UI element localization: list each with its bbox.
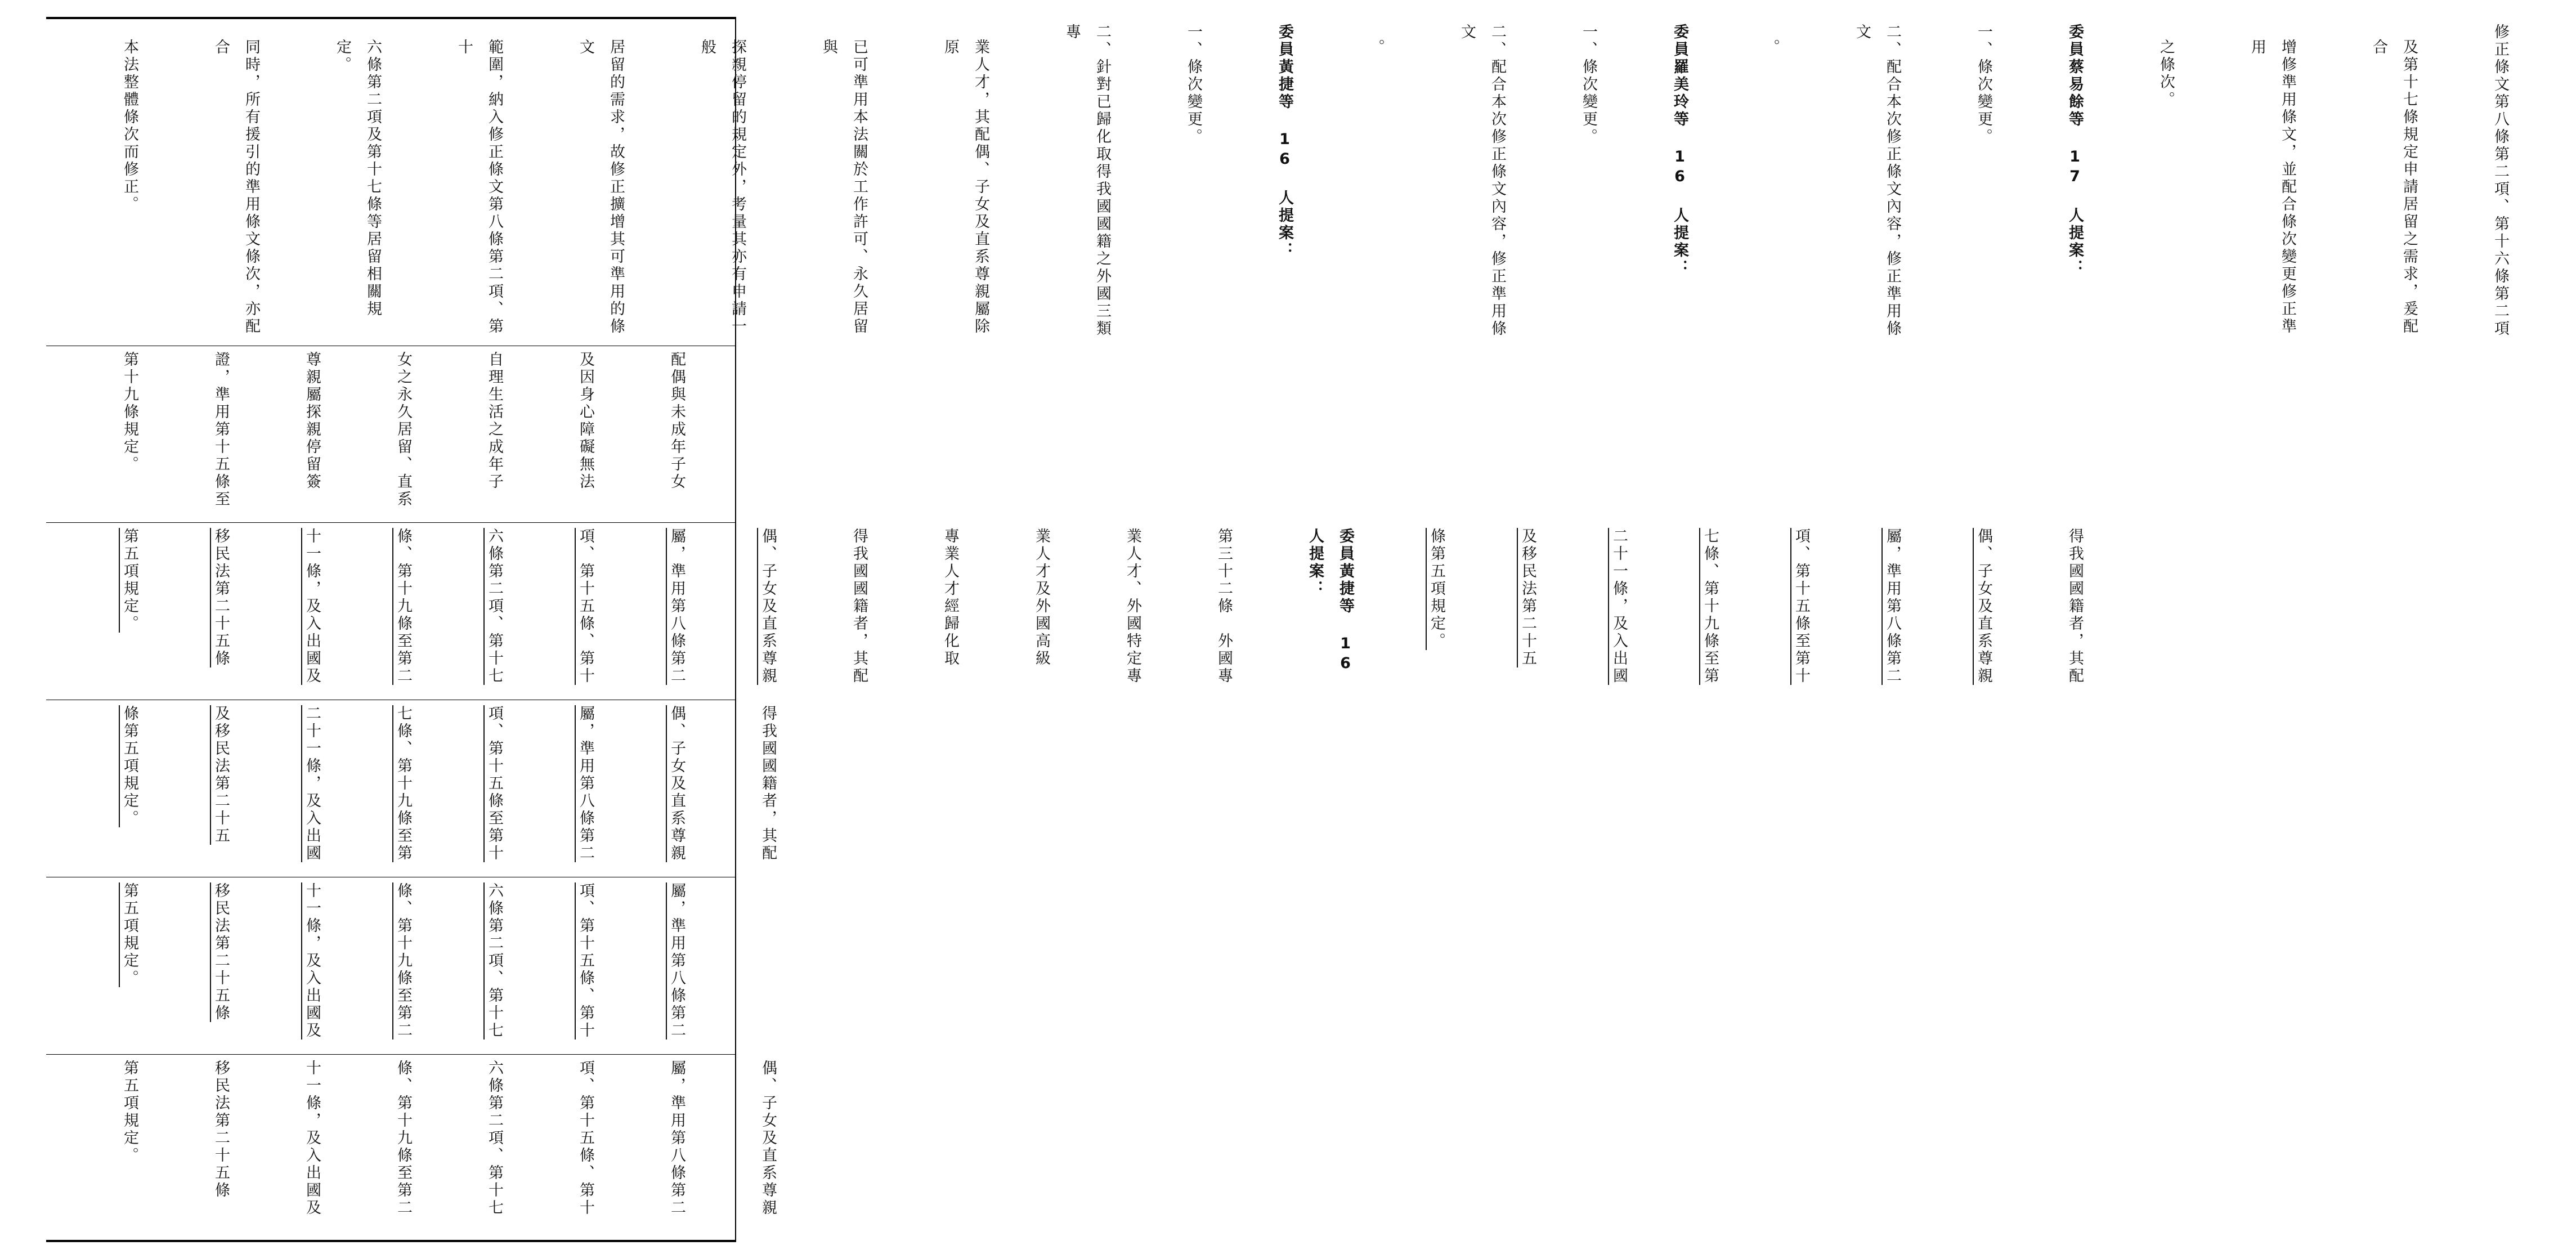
row-original-text: [53, 1060, 777, 1234]
table-bottom-rule: [46, 1240, 736, 1242]
proposal-text: 得我國國籍者，其配 偶、子女及直系尊親 屬，準用第八條第二 項、第十五條至第十 七條、第十九條至第 二十一條，及入出國 及移民法第二十五 條第五項規定。 委員黃捷等 16 人提案： 第三十二條 外國專 業人才、外國特定專 業人才及外國高級 專業人才經歸化取 得我國國籍者，其配 偶、子女及直系尊親 屬，準用第八條第二 項、第十五條、第十 六條第二項、第十七 條、第十九條至第二 十一條，及入出國及 移民法第二十五條 第五項規定。: [53, 528, 2151, 696]
revised-text: 屬，準用第八條第二 項、第十五條、第十 六條第二項、第十七 條、第十九條至第二 十一條，及入出國及 移民法第二十五條 第五項規定。: [121, 882, 686, 1040]
table-top-rule: [46, 17, 736, 19]
proposal-heading: 委員蔡易餘等 17 人提案：: [2066, 24, 2084, 277]
proposal-heading: 委員黃捷等 16 人提案：: [1276, 24, 1293, 259]
row-committee-text: [53, 705, 777, 873]
row-divider: [46, 522, 736, 523]
explanation-text: 修正條文第八條第二項、第十六條第二項 及第十七條規定申請居留之需求，爰配合 增修準用條文，並配合條次變更修正準用 之條次。 委員蔡易餘等 17 人提案： 一、條次變更。 二、配合本次修正條文內容，修正準用條文 。 委員羅美玲等 16 人提案： 一、條次變更。 二、配合本次修正條文內容，修正準用條文 。 委員黃捷等 16 人提案： 一、條次變更。 二、針對已歸化取得我國國籍之外國三類專 業人才，其配偶、子女及直系尊親屬除原 已可準用本法關於工作許可、永久居留與 探親停留的規定外，考量其亦有申請一般 居留的需求，故修正擴增其可準用的條文 範圍，納入修正條文第八條第二項、第十 六條第二項及第十七條等居留相關規定。 同時，所有援引的準用條文條次，亦配合 本法整體條次而修正。: [53, 24, 2576, 342]
row-revised-text: [53, 882, 729, 1050]
committee-text: 得我國國籍者，其配 偶、子女及直系尊親 屬，準用第八條第二 項、第十五條至第十 七條、第十九條至第 二十一條，及入出國 及移民法第二十五 條第五項規定。: [121, 705, 777, 862]
row-explanation: [53, 24, 2509, 342]
current-law-text: 配偶與未成年子女 及因身心障礙無法 自理生活之成年子 女之永久居留、直系 尊親屬探親停留簽 證，準用第十五條至 第十九條規定。: [121, 351, 686, 508]
proposal-heading: 委員羅美玲等 16 人提案：: [1671, 24, 1688, 277]
row-proposal-text: [53, 528, 2084, 696]
row-divider: [46, 1054, 736, 1055]
original-text: 偶、子女及直系尊親 屬，準用第八條第二 項、第十五條、第十 六條第二項、第十七 條、第十九條至第二 十一條，及入出國及 移民法第二十五條 第五項規定。: [121, 1060, 777, 1217]
proposal-heading: 委員黃捷等 16 人提案：: [1306, 528, 1354, 694]
row-current-law: [53, 351, 729, 519]
